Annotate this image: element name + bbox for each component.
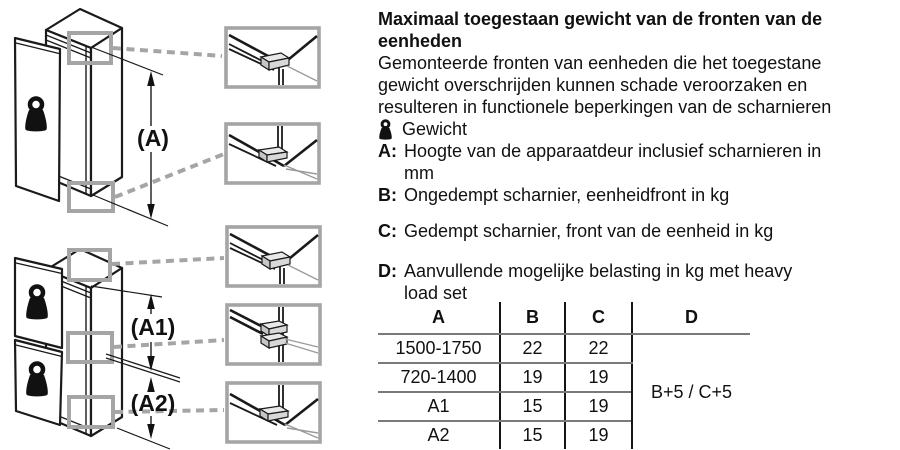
legend-key: C: bbox=[378, 221, 397, 241]
intro-line: Gemonteerde fronten van eenheden die het toegestane bbox=[378, 53, 822, 73]
hinge-detail-callout bbox=[227, 227, 320, 286]
col-header-a: A bbox=[378, 302, 500, 334]
weight-legend-row bbox=[378, 118, 894, 140]
legend-text-line: Aanvullende mogelijke belasting in kg met heavy bbox=[404, 261, 793, 281]
cell-d-merged: B+5 / C+5 bbox=[632, 334, 750, 449]
cell-b: 15 bbox=[500, 392, 565, 421]
cell-c: 19 bbox=[565, 392, 632, 421]
col-header-d: D bbox=[632, 302, 750, 334]
dimension-arrow-a bbox=[137, 71, 169, 219]
dimension-arrow-a1 bbox=[131, 294, 176, 371]
intro-line: resulteren in functionele beperkingen van de scharnieren bbox=[378, 97, 832, 117]
title-line: Maximaal toegestaan gewicht van de fronten van de bbox=[378, 9, 823, 29]
table-row bbox=[378, 334, 750, 363]
legend-key: B: bbox=[378, 185, 397, 205]
intro-line: gewicht overschrijden kunnen schade veroorzaken en bbox=[378, 75, 808, 95]
cell-b: 19 bbox=[500, 363, 565, 392]
dimension-arrow-a2 bbox=[131, 377, 176, 439]
weight-icon bbox=[25, 99, 47, 132]
legend-text-line: mm bbox=[404, 163, 434, 183]
intro-paragraph bbox=[378, 52, 894, 118]
fridge-two-door-unit bbox=[15, 249, 224, 449]
legend-text-line: Gedempt scharnier, front van de eenheid in kg bbox=[404, 221, 774, 241]
legend-item-b bbox=[378, 184, 894, 206]
title-line: eenheden bbox=[378, 31, 463, 51]
cell-c: 22 bbox=[565, 334, 632, 363]
legend-text-line: load set bbox=[404, 283, 468, 303]
dim-label-a1: (A1) bbox=[130, 314, 176, 340]
callout-leader-line bbox=[112, 258, 224, 264]
weight-label: Gewicht bbox=[402, 119, 468, 139]
cell-a: A1 bbox=[378, 392, 500, 421]
hinge-detail-callout bbox=[226, 28, 319, 87]
legend-item-c bbox=[378, 220, 894, 242]
legend-item-d bbox=[378, 260, 894, 304]
table-header-row bbox=[378, 302, 750, 334]
callout-leader-line bbox=[114, 340, 224, 347]
cell-a: 1500-1750 bbox=[378, 334, 500, 363]
legend-key: D: bbox=[378, 261, 397, 281]
appliance-door-weight-diagram bbox=[0, 0, 375, 450]
text-column bbox=[378, 8, 894, 304]
cell-a: 720-1400 bbox=[378, 363, 500, 392]
legend-text-line: Hoogte van de apparaatdeur inclusief scharnieren in bbox=[404, 141, 822, 161]
weight-icon bbox=[26, 364, 48, 397]
cell-b: 15 bbox=[500, 421, 565, 449]
hinge-detail-callout bbox=[227, 383, 320, 442]
col-header-c: C bbox=[565, 302, 632, 334]
cell-b: 22 bbox=[500, 334, 565, 363]
dim-label-a: (A) bbox=[137, 125, 169, 151]
hinge-detail-callout bbox=[226, 124, 319, 183]
callout-leader-line bbox=[115, 154, 224, 197]
legend-item-a bbox=[378, 140, 894, 184]
fridge-single-door-unit bbox=[15, 9, 224, 226]
cell-c: 19 bbox=[565, 363, 632, 392]
legend-key: A: bbox=[378, 141, 397, 161]
hinge-detail-callout bbox=[227, 305, 320, 364]
callout-leader-line bbox=[113, 48, 222, 56]
page-title bbox=[378, 8, 894, 52]
cell-a: A2 bbox=[427, 425, 450, 445]
cell-c: 19 bbox=[565, 421, 632, 449]
dim-label-a2: (A2) bbox=[130, 390, 176, 416]
weight-icon bbox=[26, 287, 48, 320]
weight-spec-table bbox=[378, 302, 750, 449]
legend-text-line: Ongedempt scharnier, eenheidfront in kg bbox=[404, 185, 730, 205]
weight-icon bbox=[378, 119, 393, 140]
col-header-b: B bbox=[500, 302, 565, 334]
